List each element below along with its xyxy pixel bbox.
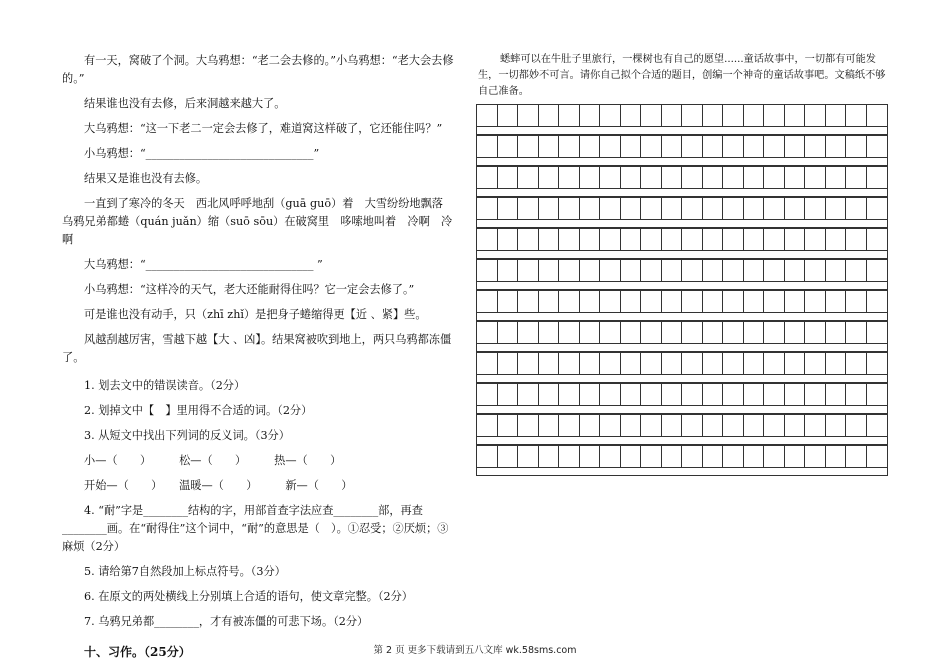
grid-cell[interactable]: [846, 105, 867, 126]
grid-cell[interactable]: [477, 446, 498, 467]
grid-cell[interactable]: [744, 291, 765, 312]
grid-cell[interactable]: [826, 291, 847, 312]
grid-cell[interactable]: [785, 229, 806, 250]
grid-cell[interactable]: [785, 136, 806, 157]
page-footer: 第 2 页 更多下载请到五八文库 wk.58sms.com: [373, 645, 577, 656]
grid-cell[interactable]: [641, 291, 662, 312]
grid-cell[interactable]: [703, 229, 724, 250]
grid-cell[interactable]: [764, 136, 785, 157]
grid-cell[interactable]: [846, 136, 867, 157]
grid-cell[interactable]: [744, 353, 765, 374]
grid-cell[interactable]: [662, 384, 683, 405]
grid-cell[interactable]: [826, 384, 847, 405]
grid-cell[interactable]: [867, 446, 888, 467]
grid-cell[interactable]: [662, 229, 683, 250]
grid-cell[interactable]: [867, 136, 888, 157]
grid-cell[interactable]: [826, 260, 847, 281]
grid-cell[interactable]: [682, 198, 703, 219]
grid-cell[interactable]: [764, 415, 785, 436]
grid-cell[interactable]: [826, 353, 847, 374]
reading-column: [62, 52, 454, 661]
grid-cell[interactable]: [744, 322, 765, 343]
grid-cell[interactable]: [867, 415, 888, 436]
grid-cell[interactable]: [764, 384, 785, 405]
grid-cell[interactable]: [805, 198, 826, 219]
grid-cell[interactable]: [826, 415, 847, 436]
grid-cell[interactable]: [662, 198, 683, 219]
grid-cell[interactable]: [846, 291, 867, 312]
grid-row-spacer: [476, 467, 888, 477]
grid-cell[interactable]: [498, 322, 519, 343]
grid-cell[interactable]: [600, 384, 621, 405]
grid-cell[interactable]: [785, 291, 806, 312]
story-paragraph-5: 结果又是谁也没有去修。: [84, 172, 208, 185]
writing-column: [478, 52, 892, 100]
grid-cell[interactable]: [621, 446, 642, 467]
grid-cell[interactable]: [703, 105, 724, 126]
grid-cell[interactable]: [846, 167, 867, 188]
grid-cell[interactable]: [723, 229, 744, 250]
grid-cell[interactable]: [785, 105, 806, 126]
grid-cell[interactable]: [498, 353, 519, 374]
grid-cell[interactable]: [559, 384, 580, 405]
grid-cell[interactable]: [662, 415, 683, 436]
grid-cell[interactable]: [498, 229, 519, 250]
grid-cell[interactable]: [785, 167, 806, 188]
grid-cell[interactable]: [477, 353, 498, 374]
grid-row-spacer: [476, 343, 888, 353]
grid-cell[interactable]: [477, 167, 498, 188]
story-paragraph-6: 一直到了寒冷的冬天 西北风呼呼地刮（guā guō）着 大雪纷纷地飘落乌鸦兄弟都蜷（quán juǎn）缩（suō sōu）在破窝里 哆嗦地叫着 冷啊 冷啊: [62, 197, 453, 246]
question-3: 3. 从短文中找出下列词的反义词。（3分）: [84, 429, 290, 442]
grid-cell[interactable]: [518, 384, 539, 405]
grid-cell[interactable]: [682, 105, 703, 126]
grid-cell[interactable]: [682, 353, 703, 374]
grid-cell[interactable]: [723, 415, 744, 436]
grid-cell[interactable]: [621, 353, 642, 374]
grid-cell[interactable]: [621, 136, 642, 157]
question-3-row-2: 开始—（ ） 温暖—（ ） 新—（ ）: [84, 479, 353, 492]
grid-cell[interactable]: [580, 260, 601, 281]
grid-cell[interactable]: [539, 322, 560, 343]
grid-cell[interactable]: [477, 415, 498, 436]
grid-cell[interactable]: [559, 136, 580, 157]
grid-cell[interactable]: [682, 384, 703, 405]
grid-cell[interactable]: [662, 136, 683, 157]
grid-cell[interactable]: [805, 105, 826, 126]
grid-cell[interactable]: [826, 446, 847, 467]
grid-cell[interactable]: [723, 105, 744, 126]
grid-cell[interactable]: [785, 415, 806, 436]
grid-cell[interactable]: [682, 260, 703, 281]
grid-cell[interactable]: [703, 167, 724, 188]
grid-cell[interactable]: [846, 384, 867, 405]
grid-cell[interactable]: [785, 353, 806, 374]
grid-cell[interactable]: [621, 260, 642, 281]
grid-cell[interactable]: [518, 198, 539, 219]
grid-cell[interactable]: [662, 167, 683, 188]
grid-cell[interactable]: [662, 322, 683, 343]
grid-cell[interactable]: [600, 291, 621, 312]
grid-cell[interactable]: [744, 105, 765, 126]
grid-cell[interactable]: [703, 353, 724, 374]
story-paragraph-1: 有一天，窝破了个洞。大乌鸦想：“老二会去修的。”小乌鸦想：“老大会去修的。”: [62, 54, 454, 85]
question-4: 4. “耐”字是________结构的字，用部首查字法应查________部，再查________画。在“耐得住”这个词中，“耐”的意思是（ ）。①忍受；②厌烦；③麻烦（2分）: [62, 504, 449, 553]
grid-cell[interactable]: [805, 291, 826, 312]
grid-cell[interactable]: [723, 167, 744, 188]
grid-cell[interactable]: [703, 415, 724, 436]
grid-cell[interactable]: [580, 229, 601, 250]
grid-cell[interactable]: [621, 198, 642, 219]
grid-cell[interactable]: [703, 291, 724, 312]
grid-cell[interactable]: [518, 291, 539, 312]
grid-cell[interactable]: [744, 198, 765, 219]
grid-cell[interactable]: [764, 105, 785, 126]
grid-cell[interactable]: [600, 198, 621, 219]
grid-cell[interactable]: [723, 322, 744, 343]
grid-cell[interactable]: [764, 291, 785, 312]
grid-cell[interactable]: [600, 353, 621, 374]
grid-row-spacer: [476, 374, 888, 384]
grid-row: [476, 414, 888, 436]
grid-cell[interactable]: [539, 446, 560, 467]
grid-cell[interactable]: [723, 446, 744, 467]
question-5: 5. 请给第7自然段加上标点符号。（3分）: [84, 565, 286, 578]
grid-cell[interactable]: [621, 415, 642, 436]
grid-cell[interactable]: [559, 446, 580, 467]
grid-cell[interactable]: [518, 415, 539, 436]
grid-cell[interactable]: [539, 198, 560, 219]
grid-row-spacer: [476, 312, 888, 322]
grid-cell[interactable]: [498, 446, 519, 467]
grid-row: [476, 135, 888, 157]
grid-cell[interactable]: [703, 260, 724, 281]
grid-cell[interactable]: [805, 446, 826, 467]
grid-cell[interactable]: [867, 198, 888, 219]
grid-row-spacer: [476, 157, 888, 167]
grid-cell[interactable]: [805, 260, 826, 281]
grid-cell[interactable]: [826, 229, 847, 250]
story-paragraph-10: 风越刮越厉害，雪越下越【大 、凶】。结果窝被吹到地上，两只乌鸦都冻僵了。: [62, 333, 452, 364]
grid-cell[interactable]: [867, 229, 888, 250]
grid-cell[interactable]: [498, 415, 519, 436]
grid-cell[interactable]: [600, 105, 621, 126]
grid-row: [476, 445, 888, 467]
grid-cell[interactable]: [785, 446, 806, 467]
grid-row: [476, 104, 888, 126]
grid-cell[interactable]: [539, 384, 560, 405]
grid-cell[interactable]: [846, 198, 867, 219]
grid-cell[interactable]: [580, 322, 601, 343]
grid-cell[interactable]: [723, 353, 744, 374]
grid-cell[interactable]: [477, 198, 498, 219]
grid-cell[interactable]: [785, 322, 806, 343]
grid-cell[interactable]: [518, 446, 539, 467]
grid-cell[interactable]: [641, 322, 662, 343]
grid-cell[interactable]: [621, 167, 642, 188]
grid-cell[interactable]: [867, 260, 888, 281]
grid-cell[interactable]: [600, 136, 621, 157]
grid-cell[interactable]: [498, 260, 519, 281]
grid-cell[interactable]: [826, 322, 847, 343]
grid-cell[interactable]: [518, 322, 539, 343]
grid-cell[interactable]: [559, 260, 580, 281]
grid-cell[interactable]: [723, 198, 744, 219]
grid-cell[interactable]: [641, 167, 662, 188]
grid-cell[interactable]: [539, 353, 560, 374]
grid-cell[interactable]: [723, 136, 744, 157]
grid-cell[interactable]: [764, 322, 785, 343]
grid-cell[interactable]: [498, 167, 519, 188]
grid-cell[interactable]: [744, 136, 765, 157]
grid-row-spacer: [476, 250, 888, 260]
composition-grid[interactable]: [476, 104, 888, 476]
grid-cell[interactable]: [641, 415, 662, 436]
grid-cell[interactable]: [477, 136, 498, 157]
grid-cell[interactable]: [559, 322, 580, 343]
grid-cell[interactable]: [744, 167, 765, 188]
grid-cell[interactable]: [518, 105, 539, 126]
grid-cell[interactable]: [703, 384, 724, 405]
grid-cell[interactable]: [764, 446, 785, 467]
grid-cell[interactable]: [477, 322, 498, 343]
grid-cell[interactable]: [641, 105, 662, 126]
grid-cell[interactable]: [539, 229, 560, 250]
grid-cell[interactable]: [846, 260, 867, 281]
grid-cell[interactable]: [600, 167, 621, 188]
grid-cell[interactable]: [580, 136, 601, 157]
grid-cell[interactable]: [518, 136, 539, 157]
grid-cell[interactable]: [641, 229, 662, 250]
question-7: 7. 乌鸦兄弟都________，才有被冻僵的可悲下场。（2分）: [84, 615, 369, 628]
grid-cell[interactable]: [744, 229, 765, 250]
grid-cell[interactable]: [682, 136, 703, 157]
grid-cell[interactable]: [580, 291, 601, 312]
grid-cell[interactable]: [662, 105, 683, 126]
grid-row-spacer: [476, 281, 888, 291]
grid-cell[interactable]: [559, 105, 580, 126]
grid-cell[interactable]: [621, 229, 642, 250]
story-paragraph-9: 可是谁也没有动手，只（zhī zhǐ）是把身子蜷缩得更【近 、紧】些。: [84, 308, 427, 321]
grid-cell[interactable]: [846, 353, 867, 374]
grid-cell[interactable]: [826, 167, 847, 188]
grid-cell[interactable]: [867, 322, 888, 343]
grid-cell[interactable]: [518, 260, 539, 281]
grid-cell[interactable]: [477, 384, 498, 405]
grid-cell[interactable]: [846, 322, 867, 343]
question-1: 1. 划去文中的错误读音。（2分）: [84, 379, 246, 392]
grid-cell[interactable]: [703, 322, 724, 343]
grid-cell[interactable]: [764, 260, 785, 281]
grid-cell[interactable]: [600, 322, 621, 343]
grid-cell[interactable]: [580, 384, 601, 405]
grid-cell[interactable]: [559, 291, 580, 312]
grid-cell[interactable]: [744, 384, 765, 405]
grid-cell[interactable]: [723, 384, 744, 405]
grid-cell[interactable]: [826, 105, 847, 126]
story-paragraph-3: 大乌鸦想：“这一下老二一定会去修了，难道窝这样破了，它还能住吗？”: [84, 122, 443, 135]
story-paragraph-2: 结果谁也没有去修，后来洞越来越大了。: [84, 97, 286, 110]
grid-row-spacer: [476, 126, 888, 136]
grid-cell[interactable]: [621, 291, 642, 312]
grid-cell[interactable]: [703, 446, 724, 467]
grid-cell[interactable]: [682, 229, 703, 250]
story-paragraph-8: 小乌鸦想：“这样冷的天气，老大还能耐得住吗？它一定会去修了。”: [84, 283, 415, 296]
grid-cell[interactable]: [518, 353, 539, 374]
grid-cell[interactable]: [723, 291, 744, 312]
grid-cell[interactable]: [846, 229, 867, 250]
grid-cell[interactable]: [539, 167, 560, 188]
question-3-row-1: 小—（ ） 松—（ ） 热—（ ）: [84, 454, 342, 467]
grid-row: [476, 290, 888, 312]
grid-cell[interactable]: [477, 260, 498, 281]
grid-cell[interactable]: [785, 260, 806, 281]
grid-cell[interactable]: [703, 136, 724, 157]
grid-cell[interactable]: [682, 415, 703, 436]
grid-cell[interactable]: [805, 384, 826, 405]
grid-cell[interactable]: [641, 353, 662, 374]
grid-row: [476, 352, 888, 374]
grid-cell[interactable]: [867, 384, 888, 405]
grid-row-spacer: [476, 219, 888, 229]
grid-row: [476, 166, 888, 188]
grid-cell[interactable]: [805, 353, 826, 374]
grid-cell[interactable]: [641, 198, 662, 219]
grid-cell[interactable]: [805, 167, 826, 188]
grid-cell[interactable]: [498, 198, 519, 219]
grid-cell[interactable]: [764, 229, 785, 250]
grid-cell[interactable]: [682, 446, 703, 467]
grid-cell[interactable]: [539, 291, 560, 312]
question-6: 6. 在原文的两处横线上分别填上合适的语句，使文章完整。（2分）: [84, 590, 413, 603]
grid-cell[interactable]: [559, 353, 580, 374]
grid-cell[interactable]: [662, 353, 683, 374]
grid-row: [476, 383, 888, 405]
grid-cell[interactable]: [826, 136, 847, 157]
grid-cell[interactable]: [682, 291, 703, 312]
grid-cell[interactable]: [764, 198, 785, 219]
grid-cell[interactable]: [867, 167, 888, 188]
question-2: 2. 划掉文中【 】里用得不合适的词。（2分）: [84, 404, 313, 417]
grid-cell[interactable]: [621, 384, 642, 405]
grid-cell[interactable]: [662, 446, 683, 467]
grid-cell[interactable]: [600, 260, 621, 281]
grid-cell[interactable]: [580, 446, 601, 467]
grid-cell[interactable]: [867, 291, 888, 312]
grid-cell[interactable]: [600, 229, 621, 250]
grid-row: [476, 259, 888, 281]
grid-cell[interactable]: [867, 353, 888, 374]
grid-cell[interactable]: [539, 105, 560, 126]
grid-cell[interactable]: [805, 415, 826, 436]
story-paragraph-7: 大乌鸦想：“______________________________ ”: [84, 258, 323, 271]
grid-cell[interactable]: [846, 415, 867, 436]
grid-cell[interactable]: [703, 198, 724, 219]
section-heading-writing: 十、习作。（25分）: [84, 645, 191, 659]
grid-row-spacer: [476, 405, 888, 415]
grid-cell[interactable]: [600, 415, 621, 436]
grid-cell[interactable]: [498, 291, 519, 312]
grid-cell[interactable]: [641, 260, 662, 281]
grid-cell[interactable]: [518, 229, 539, 250]
grid-cell[interactable]: [621, 105, 642, 126]
grid-cell[interactable]: [805, 322, 826, 343]
grid-cell[interactable]: [559, 415, 580, 436]
grid-cell[interactable]: [744, 446, 765, 467]
grid-cell[interactable]: [580, 105, 601, 126]
grid-cell[interactable]: [867, 105, 888, 126]
grid-cell[interactable]: [539, 260, 560, 281]
grid-cell[interactable]: [539, 136, 560, 157]
grid-cell[interactable]: [744, 415, 765, 436]
grid-row: [476, 321, 888, 343]
grid-cell[interactable]: [580, 415, 601, 436]
grid-cell[interactable]: [764, 167, 785, 188]
grid-cell[interactable]: [539, 415, 560, 436]
grid-cell[interactable]: [477, 291, 498, 312]
grid-cell[interactable]: [682, 167, 703, 188]
grid-cell[interactable]: [498, 136, 519, 157]
grid-cell[interactable]: [477, 105, 498, 126]
grid-cell[interactable]: [559, 229, 580, 250]
grid-cell[interactable]: [805, 136, 826, 157]
grid-row: [476, 228, 888, 250]
grid-cell[interactable]: [723, 260, 744, 281]
grid-cell[interactable]: [559, 198, 580, 219]
grid-cell[interactable]: [764, 353, 785, 374]
grid-cell[interactable]: [826, 198, 847, 219]
grid-cell[interactable]: [744, 260, 765, 281]
grid-cell[interactable]: [641, 136, 662, 157]
grid-cell[interactable]: [621, 322, 642, 343]
writing-prompt: 蟋蟀可以在牛肚子里旅行，一棵树也有自己的愿望......童话故事中，一切都有可能发生，一切都妙不可言。请你自己拟个合适的题目，创编一个神奇的童话故事吧。文稿纸不够自己准备。: [478, 54, 886, 97]
grid-row-spacer: [476, 436, 888, 446]
grid-cell[interactable]: [641, 384, 662, 405]
grid-row-spacer: [476, 188, 888, 198]
story-paragraph-4: 小乌鸦想：“______________________________”: [84, 147, 320, 160]
grid-cell[interactable]: [559, 167, 580, 188]
grid-cell[interactable]: [785, 384, 806, 405]
grid-cell[interactable]: [580, 353, 601, 374]
grid-cell[interactable]: [477, 229, 498, 250]
grid-cell[interactable]: [498, 384, 519, 405]
grid-cell[interactable]: [498, 105, 519, 126]
grid-cell[interactable]: [641, 446, 662, 467]
grid-cell[interactable]: [805, 229, 826, 250]
grid-cell[interactable]: [662, 291, 683, 312]
grid-cell[interactable]: [518, 167, 539, 188]
grid-cell[interactable]: [580, 167, 601, 188]
grid-row: [476, 197, 888, 219]
grid-cell[interactable]: [580, 198, 601, 219]
grid-cell[interactable]: [682, 322, 703, 343]
grid-cell[interactable]: [662, 260, 683, 281]
grid-cell[interactable]: [785, 198, 806, 219]
grid-cell[interactable]: [600, 446, 621, 467]
grid-cell[interactable]: [846, 446, 867, 467]
